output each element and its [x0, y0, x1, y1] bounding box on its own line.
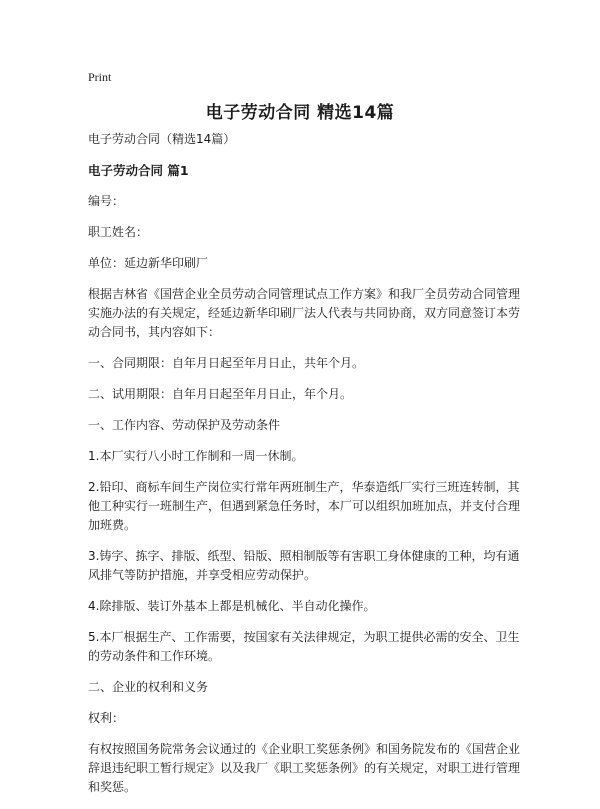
rights-label: 权利：	[88, 711, 125, 725]
section-heading: 电子劳动合同 篇1	[88, 163, 189, 178]
rights-paragraph: 有权按照国务院常务会议通过的《企业职工奖惩条例》和国务院发布的《国营企业辞退违纪职工暂行规定》以及我厂《职工奖惩条例》的有关规定，对职工进行管理和奖惩。	[88, 742, 521, 794]
clause-item: 1.本厂实行八小时工作制和一周一休制。	[88, 449, 304, 463]
clause-item: 3.铸字、拣字、排版、纸型、铅版、照相制版等有害职工身体健康的工种，均有通风排气等防护措施，并享受相应劳动保护。	[88, 549, 520, 582]
document-title: 电子劳动合同 精选14篇	[205, 103, 395, 123]
field-employer-unit: 单位：延边新华印刷厂	[88, 256, 209, 270]
clause-item: 4.除排版、装订外基本上都是机械化、半自动化操作。	[88, 599, 376, 613]
clause-heading-work-content: 一、工作内容、劳动保护及劳动条件	[88, 418, 281, 432]
clause-item: 2.铅印、商标车间生产岗位实行常年两班制生产，华泰造纸厂实行三班连转制，其他工种实行一班制生产，但遇到紧急任务时，本厂可以组织加班加点，并支付合理加班费。	[88, 480, 521, 532]
probation-term: 二、试用期限：自年月日起至年月日止，年个月。	[88, 387, 353, 401]
clause-heading-employer-rights: 二、企业的权利和义务	[88, 680, 209, 694]
print-link[interactable]: Print	[88, 70, 112, 84]
contract-term: 一、合同期限：自年月日起至年月日止，共年个月。	[88, 356, 365, 370]
field-employee-name: 职工姓名：	[88, 225, 149, 239]
document-body	[88, 130, 528, 809]
document-subtitle: 电子劳动合同（精选14篇）	[88, 132, 236, 146]
intro-paragraph: 根据吉林省《国营企业全员劳动合同管理试点工作方案》和我厂全员劳动合同管理实施办法的有关规定，经延边新华印刷厂法人代表与共同协商，双方同意签订本劳动合同书，其内容如下：	[88, 287, 521, 339]
field-number: 编号：	[88, 194, 125, 208]
clause-item: 5.本厂根据生产、工作需要，按国家有关法律规定，为职工提供必需的安全、卫生的劳动条件和工作环境。	[88, 630, 520, 663]
